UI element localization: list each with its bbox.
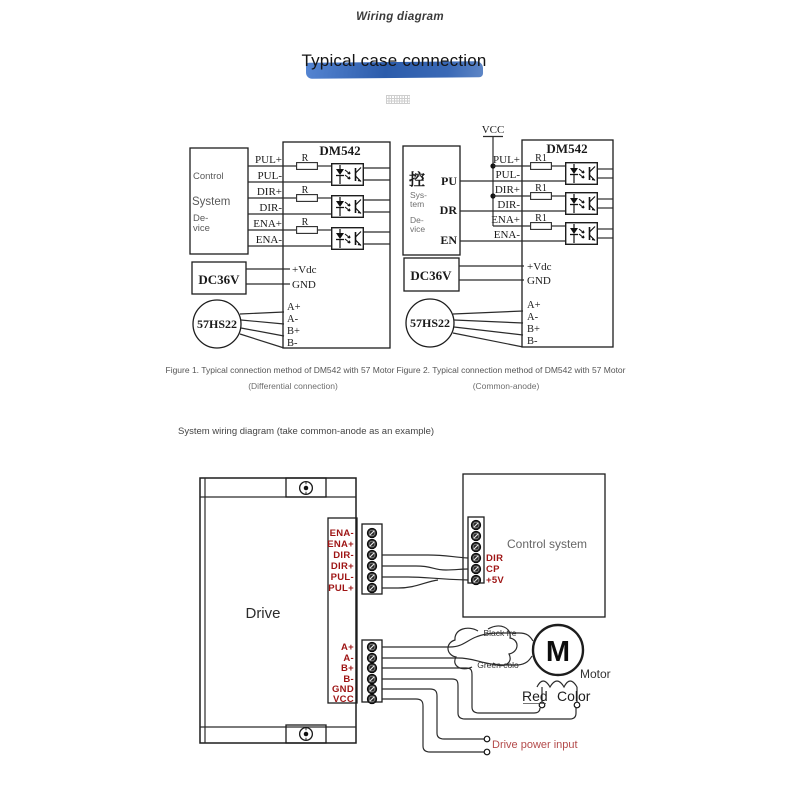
fig1-supply-label: DC36V [198, 272, 240, 287]
fig1-motor-wires [240, 312, 284, 348]
resistor-label: R [301, 153, 309, 164]
fig2-device-pin: PU [441, 174, 457, 188]
fig2-phase-label: B- [527, 336, 538, 347]
fig1-phase-label: A+ [287, 302, 301, 313]
fig2-pin-label: DIR- [497, 199, 520, 211]
fig2-device-pin: EN [440, 233, 457, 247]
fig2-power-wires [459, 266, 524, 280]
optocoupler-icon [566, 163, 598, 185]
fig2-motor-name: 57HS22 [409, 316, 451, 330]
figure1-caption: Figure 1. Typical connection method of DM542 with 57 Motor [165, 365, 395, 375]
power-pin-label: B- [343, 674, 354, 685]
resistor-label: R [301, 185, 309, 196]
fig2-device-cn-label: 控 [409, 172, 426, 189]
optocoupler-icon [566, 223, 598, 245]
green-wire-note: Green colo [477, 660, 519, 670]
power-pin-label: VCC [333, 694, 354, 705]
power-pin-label: B+ [340, 663, 354, 674]
power-input-terminal [484, 749, 490, 755]
fig1-pin-label: PUL+ [255, 154, 282, 166]
optocoupler-icon [332, 228, 364, 250]
page-kicker: Wiring diagram [356, 11, 444, 23]
fig2-supply-label: DC36V [410, 268, 452, 283]
mount-screw-icon [300, 482, 313, 495]
resistor-label: R1 [535, 213, 547, 224]
figure2-schematic [403, 124, 613, 347]
resistor-label: R [301, 217, 309, 228]
fig2-phase-label: A- [527, 312, 539, 323]
power-pin-label: A- [343, 653, 354, 664]
fig1-pin-label: ENA- [255, 234, 282, 246]
fig1-driver-name: DM542 [319, 143, 361, 158]
control-signal-wires [382, 555, 468, 588]
system-wiring-diagram [200, 474, 611, 755]
control-pin-labels [486, 553, 504, 586]
fig2-device-label: De- [410, 215, 424, 225]
red-wire-note: Red [522, 688, 548, 704]
fig2-gnd-label: GND [527, 275, 551, 287]
control-pin-label: CP [486, 564, 500, 575]
fig2-device-label: vice [410, 224, 426, 234]
fig1-pin-label: ENA+ [253, 218, 282, 230]
fig2-device-pin: DR [439, 203, 457, 217]
optocoupler-icon [566, 193, 598, 215]
color-wire-note: Color [557, 688, 591, 704]
figure1-schematic [190, 142, 390, 349]
fig1-motor-name: 57HS22 [196, 317, 238, 331]
resistor-label: R1 [535, 153, 547, 164]
coil-squiggle [537, 681, 577, 687]
drive-power-input-label: Drive power input [492, 739, 578, 751]
control-pin-label: DIR [486, 553, 504, 564]
drive-signal-pin-labels [327, 528, 354, 594]
fig1-gnd-label: GND [292, 279, 316, 291]
fig1-phase-label: A- [287, 314, 299, 325]
signal-pin-label: PUL+ [328, 583, 354, 594]
fig1-device-label: vice [193, 223, 210, 234]
fig1-device-label: Control [193, 171, 224, 182]
terminal-screws [367, 528, 377, 704]
fig1-vdc-label: +Vdc [292, 264, 317, 276]
fig2-pin-label: PUL- [495, 169, 520, 181]
signal-pin-label: ENA+ [327, 539, 354, 550]
signal-pin-label: DIR- [333, 550, 354, 561]
fig1-pin-label: DIR+ [256, 186, 282, 198]
control-pin-label: +5V [486, 575, 505, 586]
control-terminal-screws [471, 520, 481, 585]
fig1-device-label: System [192, 196, 231, 208]
control-system-label: Control system [506, 537, 588, 551]
page-title: Typical case connection [301, 51, 487, 70]
system-diagram-title: System wiring diagram (take common-anode as an example) [178, 426, 435, 437]
optocoupler-icon [332, 196, 364, 218]
fig2-pin-label: DIR+ [494, 184, 520, 196]
power-pin-label: A+ [340, 642, 354, 653]
optocoupler-icon [332, 164, 364, 186]
motor-label: Motor [580, 667, 611, 681]
fig2-device-label: tem [410, 199, 425, 209]
signal-pin-label: PUL- [330, 572, 354, 583]
fig2-pin-label: ENA- [493, 229, 520, 241]
drive-label: Drive [245, 605, 281, 622]
fig2-pin-label: PUL+ [493, 154, 520, 166]
fig2-motor-wires [453, 311, 523, 347]
fig2-vdc-label: +Vdc [527, 261, 552, 273]
fig2-phase-label: B+ [527, 324, 540, 335]
signal-pin-label: DIR+ [330, 561, 354, 572]
motor-letter: M [545, 636, 571, 668]
figure2-subcaption: (Common-anode) [472, 381, 540, 391]
fig1-pin-label: DIR- [259, 202, 282, 214]
fig1-phase-label: B- [287, 338, 298, 349]
figure2-caption: Figure 2. Typical connection method of DM542 with 57 Motor [396, 365, 626, 375]
fig2-device-label: Sys- [410, 190, 427, 200]
power-input-terminal [484, 736, 490, 742]
fig1-pin-label: PUL- [257, 170, 282, 182]
figure1-subcaption: (Differential connection) [248, 381, 338, 391]
fig2-driver-name: DM542 [546, 141, 588, 156]
fig2-vcc-label: VCC [481, 124, 505, 136]
mount-screw-icon [300, 728, 313, 741]
fig1-phase-label: B+ [287, 326, 300, 337]
signal-pin-label: ENA- [329, 528, 354, 539]
black-wire-note: Black fre [483, 628, 517, 638]
fig2-pin-label: ENA+ [491, 214, 520, 226]
power-pin-label: GND [331, 684, 354, 695]
fig1-device-label: De- [193, 213, 209, 224]
resistor-label: R1 [535, 183, 547, 194]
fig2-phase-label: A+ [527, 300, 541, 311]
drive-power-pin-labels [332, 642, 354, 705]
